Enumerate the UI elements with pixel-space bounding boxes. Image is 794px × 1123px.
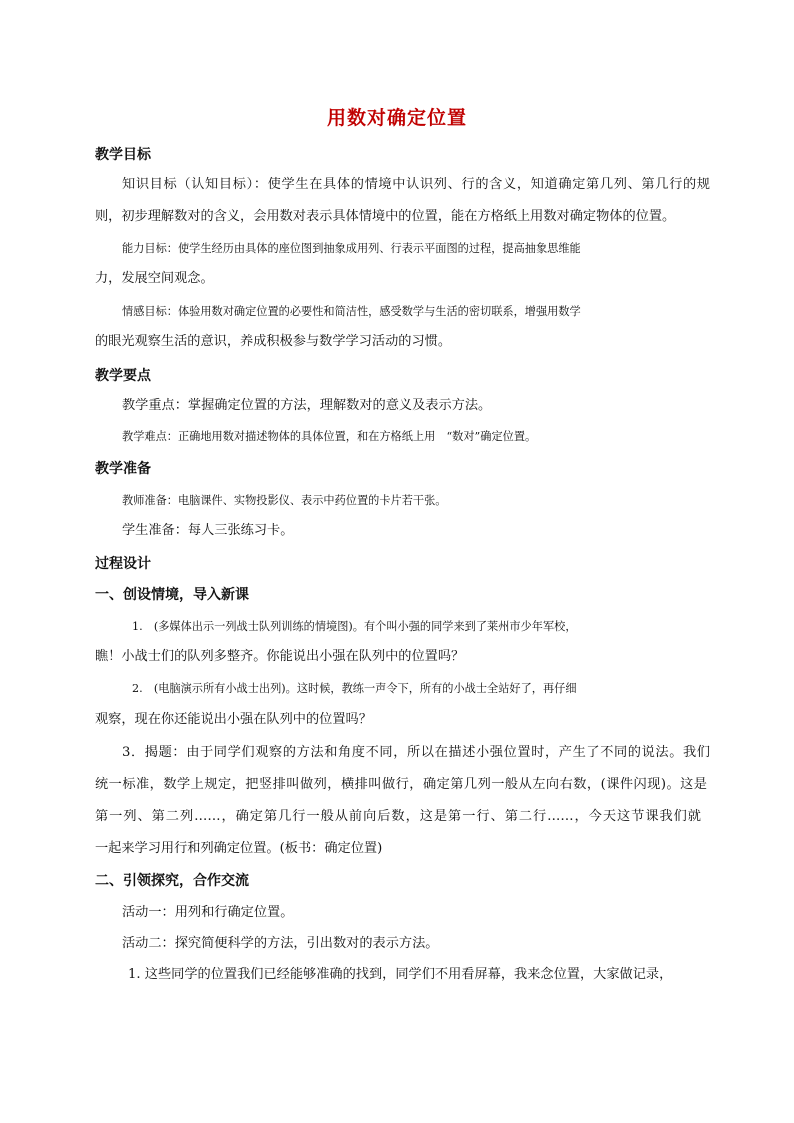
paragraph-key-point: 教学重点：掌握确定位置的方法，理解数对的意义及表示方法。 bbox=[122, 398, 492, 413]
paragraph-step3-line4: 一起来学习用行和列确定位置。(板书：确定位置) bbox=[95, 841, 383, 856]
paragraph-step2-line2: 观察，现在你还能说出小强在队列中的位置吗？ bbox=[95, 712, 372, 727]
paragraph-step3-line1: 3．揭题：由于同学们观察的方法和角度不同，所以在描述小强位置时，产生了不同的说法。我们 bbox=[122, 745, 710, 760]
paragraph-ability-goal-line2: 力，发展空间观念。 bbox=[95, 271, 214, 286]
paragraph-step2-line1: 2. (电脑演示所有小战士出列)。这时候，教练一声令下，所有的小战士全站好了，再仔细 bbox=[132, 682, 577, 695]
heading-teaching-goals: 教学目标 bbox=[95, 147, 151, 163]
paragraph-activity-two-step1: 1. 这些同学的位置我们已经能够准确的找到，同学们不用看屏幕，我来念位置，大家做记录， bbox=[128, 967, 673, 982]
heading-teaching-keypoints: 教学要点 bbox=[95, 368, 151, 384]
paragraph-emotion-goal-line1: 情感目标：体验用数对确定位置的必要性和简洁性，感受数学与生活的密切联系，增强用数学 bbox=[122, 305, 581, 318]
paragraph-knowledge-goal-line1: 知识目标（认知目标）：使学生在具体的情境中认识列、行的含义，知道确定第几列、第几行的规 bbox=[122, 177, 710, 192]
paragraph-ability-goal-line1: 能力目标：使学生经历由具体的座位图到抽象成用列、行表示平面图的过程，提高抽象思维能 bbox=[122, 242, 581, 255]
paragraph-step3-line2: 统一标准，数学上规定，把竖排叫做列，横排叫做行，确定第几列一般从左向右数，(课件闪现)。这是 bbox=[95, 777, 707, 792]
heading-process-design: 过程设计 bbox=[95, 556, 151, 572]
paragraph-emotion-goal-line2: 的眼光观察生活的意识，养成积极参与数学学习活动的习惯。 bbox=[95, 334, 452, 349]
heading-part-two: 二、引领探究，合作交流 bbox=[95, 873, 249, 889]
paragraph-activity-two: 活动二：探究简便科学的方法，引出数对的表示方法。 bbox=[122, 936, 439, 951]
heading-teaching-preparation: 教学准备 bbox=[95, 461, 151, 477]
paragraph-step1-line2: 瞧！小战士们的队列多整齐。你能说出小强在队列中的位置吗？ bbox=[95, 649, 465, 664]
paragraph-teacher-prep: 教师准备：电脑课件、实物投影仪、表示中药位置的卡片若干张。 bbox=[122, 494, 447, 507]
paragraph-student-prep: 学生准备：每人三张练习卡。 bbox=[122, 523, 294, 538]
heading-part-one: 一、创设情境，导入新课 bbox=[95, 587, 249, 603]
paragraph-knowledge-goal-line2: 则，初步理解数对的含义，会用数对表示具体情境中的位置，能在方格纸上用数对确定物体的位置。 bbox=[95, 209, 676, 224]
paragraph-step1-line1: 1. (多媒体出示一列战士队列训练的情境图)。有个叫小强的同学来到了莱州市少年军校， bbox=[132, 620, 577, 633]
paragraph-step3-line3: 第一列、第二列……，确定第几行一般从前向后数，这是第一行、第二行……，今天这节课我们就 bbox=[95, 809, 701, 824]
page-title: 用数对确定位置 bbox=[326, 107, 467, 129]
paragraph-difficult-point: 教学难点：正确地用数对描述物体的具体位置，和在方格纸上用 “数对”确定位置。 bbox=[122, 430, 537, 443]
paragraph-activity-one: 活动一：用列和行确定位置。 bbox=[122, 905, 294, 920]
